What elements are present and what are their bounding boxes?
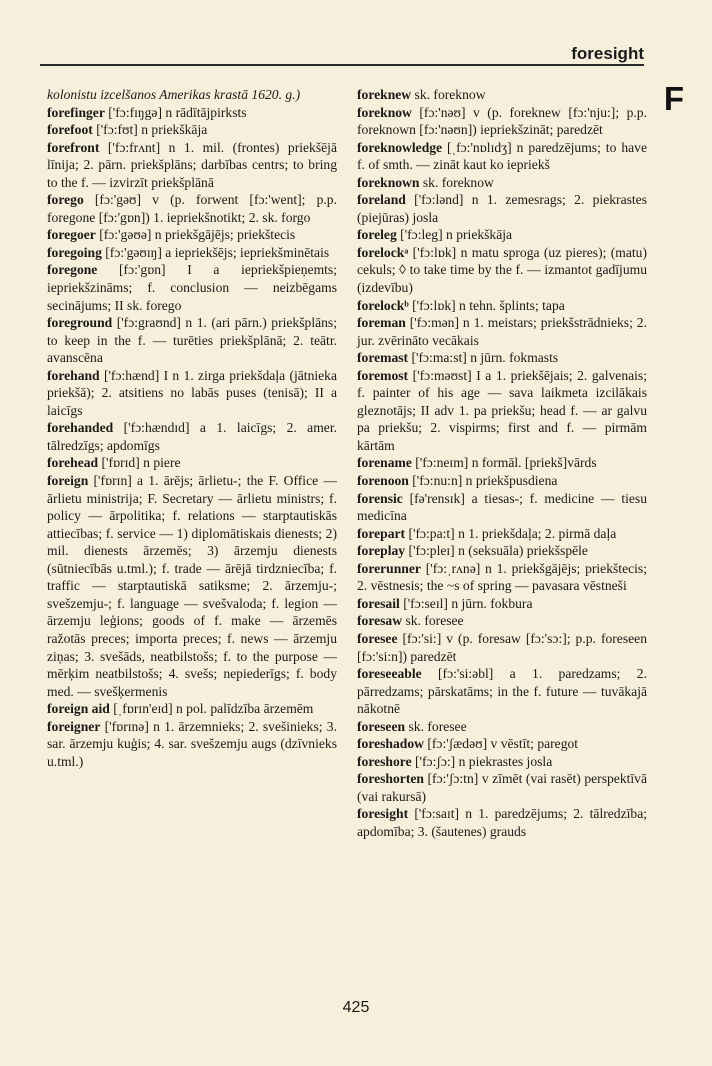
dictionary-entry	[47, 314, 337, 367]
dictionary-entry	[357, 86, 647, 104]
dictionary-entry	[357, 560, 647, 595]
entry-headword: foreknown	[357, 174, 420, 190]
entry-headword: foreplay	[357, 543, 406, 559]
entry-definition: ['fɔ:hænd] I n 1. zirga priekšdaļa (jātnieka priekšā); 2. atsitiens no labās puses (tenisā); II a laicīgs	[47, 367, 338, 418]
dictionary-entry	[357, 139, 647, 174]
dictionary-entry	[47, 454, 337, 472]
header-rule	[40, 64, 644, 66]
entry-definition: ['fɔ:ʃɔ:] n piekrastes josla	[415, 753, 553, 769]
entry-headword: forerunner	[357, 560, 421, 576]
entry-definition: ['fɔ:məʊst] I a 1. priekšējais; 2. galvenais; f. painter of his age — sava laikmeta izcilākais gleznotājs; II adv 1. pa priekšu; head f. — ar galvu pa priekšu; 2. vispirms; first and f. — pirmām kārtām	[357, 367, 647, 453]
entry-definition: [fɔ:'gəʊ] v (p. forwent [fɔ:'went]; p.p. foregone [fɔ:'gɒn]) 1. iepriekšnotikt; 2. sk. forgo	[47, 192, 337, 225]
dictionary-entry	[47, 121, 337, 139]
entry-headword: foreknew	[357, 87, 412, 102]
entry-headword: forefoot	[47, 122, 93, 138]
dictionary-entry	[357, 174, 647, 192]
entry-headword: forefront	[47, 139, 100, 155]
dictionary-entry	[357, 735, 647, 753]
entry-definition: ['fɔ:pleɪ] n (seksuāla) priekšspēle	[408, 543, 588, 559]
entry-definition: ['fɔ:lənd] n 1. zemesrags; 2. piekrastes (piejūras) josla	[357, 192, 647, 225]
entry-definition: ['fɒrɪd] n piere	[101, 455, 181, 471]
entry-definition: ['fɔ:leg] n priekškāja	[400, 227, 513, 243]
entry-headword: foreknow	[357, 104, 412, 120]
entry-definition: ['fɔ:lɒk] n tehn. šplints; tapa	[412, 297, 565, 313]
dictionary-entry	[47, 367, 337, 420]
dictionary-entry	[47, 419, 337, 454]
entry-headword: foresight	[357, 806, 409, 822]
entry-headword: forefinger	[47, 104, 105, 120]
dictionary-entry	[357, 297, 647, 315]
dictionary-entry	[47, 472, 337, 700]
entry-headword: forego	[47, 192, 84, 208]
dictionary-entry	[357, 490, 647, 525]
entry-headword: foregone	[47, 262, 98, 278]
entry-definition: ['fɔ:neɪm] n formāl. [priekš]vārds	[415, 455, 597, 471]
entry-definition: ['fɔ:saɪt] n 1. paredzējums; 2. tālredzība; apdomība; 3. (šautenes) grauds	[357, 806, 647, 839]
entry-definition: ['fɔ:lɒk] n matu sproga (uz pieres); (matu) cekuls; ◊ to take time by the f. — izmantot gadījumu (izdevību)	[357, 244, 647, 296]
entry-definition: [fɔ:'ʃɔ:tn] v zīmēt (vai rasēt) perspektīvā (vai rakursā)	[357, 771, 647, 804]
dictionary-entry	[357, 542, 647, 560]
dictionary-entry	[357, 104, 647, 139]
dictionary-entry	[357, 770, 647, 805]
entry-headword: foreign	[47, 473, 89, 489]
entry-headword: foregoing	[47, 244, 102, 260]
entry-headword: foreshadow	[357, 736, 424, 752]
entry-definition: sk. foreknow	[422, 174, 494, 190]
entry-headword: foremast	[357, 350, 409, 366]
entry-definition: ['fɔ:hændɪd] a 1. laicīgs; 2. amer. tālredzīgs; apdomīgs	[47, 420, 337, 453]
dictionary-entry	[357, 718, 647, 736]
dictionary-entry	[47, 261, 337, 314]
entry-definition: sk. foresee	[408, 718, 467, 734]
entry-definition: ['fɔ:seɪl] n jūrn. fokbura	[403, 595, 533, 611]
dictionary-entry	[357, 525, 647, 543]
entry-headword: foregoer	[47, 227, 96, 243]
entry-definition: ['fɔ:ma:st] n jūrn. fokmasts	[411, 350, 559, 366]
dictionary-entry	[47, 86, 337, 104]
entry-headword: forelockᵃ	[357, 244, 409, 260]
entry-definition: [fɔ:'gəʊɪŋ] a iepriekšējs; iepriekšminētais	[105, 244, 330, 260]
dictionary-entry	[357, 454, 647, 472]
dictionary-entry	[357, 226, 647, 244]
entry-definition: [fɔ:'si:əbl] a 1. paredzams; 2. pārredzams; pārskatāms; in the f. future — tuvākajā nākotnē	[357, 666, 647, 717]
dictionary-entry	[357, 612, 647, 630]
entry-definition: [fə'rensɪk] a tiesas-; f. medicine — tiesu medicīna	[357, 490, 647, 524]
entry-definition: [fɔ:'gɒn] I a iepriekšpieņemts; iepriekšzināms; f. conclusion — neizbēgams secinājums; II sk. forego	[47, 262, 337, 313]
entry-headword: forehead	[47, 455, 99, 471]
entry-headword: foremost	[357, 367, 409, 383]
dictionary-entry	[47, 226, 337, 244]
entry-definition: [ˌfɔ:'nɒlɪdʒ] n paredzējums; to have f. of smth. — zināt kaut ko iepriekš	[357, 139, 647, 173]
entry-headword: foreland	[357, 192, 406, 208]
entry-definition: ['fɔ:graʊnd] n 1. (ari pārn.) priekšplāns; to keep in the f. — turēties priekšplānā; 2. teātr. avanscēna	[47, 315, 337, 366]
entry-definition: ['fɔ:fɪŋgə] n rādītājpirksts	[108, 104, 247, 120]
entry-headword: forehanded	[47, 420, 114, 436]
entry-headword: foreseen	[357, 718, 406, 734]
entry-definition: ['fɔ:mən] n 1. meistars; priekšstrādnieks; 2. jur. zvērināto vecākais	[357, 315, 647, 348]
entry-headword: foreshorten	[357, 771, 424, 787]
dictionary-entry	[357, 314, 647, 349]
entry-definition: sk. foresee	[405, 613, 464, 629]
dictionary-entry	[47, 700, 337, 718]
entry-headword: forensic	[357, 490, 403, 506]
entry-headword: foreseeable	[357, 666, 422, 682]
entry-definition: ['fɔ:ˌrʌnə] n 1. priekšgājējs; priekštecis; 2. vēstnesis; the ~s of spring — pavasara vēstneši	[357, 560, 647, 594]
entry-definition: [fɔ:'nəʊ] v (p. foreknew [fɔ:'nju:]; p.p. foreknown [fɔ:'nəʊn]) iepriekšzināt; paredzēt	[357, 104, 647, 138]
entry-headword: foreign aid	[47, 701, 110, 717]
entry-headword: forehand	[47, 367, 100, 383]
entry-headword: foreshore	[357, 753, 412, 769]
entry-headword: forelockᵇ	[357, 297, 409, 313]
entry-definition: ['fɒrɪnə] n 1. ārzemnieks; 2. svešinieks; 3. sar. ārzemju kuģis; 4. sar. svešzemju augs (dzīvnieks u.tml.)	[47, 718, 337, 769]
entry-definition: [ˌfɒrɪn'eɪd] n pol. palīdzība ārzemēm	[113, 701, 314, 717]
entry-definition: [fɔ:'ʃædəʊ] v vēstīt; paregot	[427, 736, 579, 752]
dictionary-entry	[357, 595, 647, 613]
entry-headword: foresee	[357, 630, 398, 646]
entry-headword: foresail	[357, 595, 400, 611]
dictionary-entry	[357, 349, 647, 367]
dictionary-entry	[357, 630, 647, 665]
entry-definition: sk. foreknow	[414, 87, 486, 102]
entry-headword: foreman	[357, 315, 406, 331]
page-number: 425	[342, 999, 370, 1016]
dictionary-entry	[357, 244, 647, 297]
entry-definition: ['fɔ:pa:t] n 1. priekšdaļa; 2. pirmā daļa	[408, 525, 617, 541]
dictionary-entry	[47, 104, 337, 122]
dictionary-entry	[357, 753, 647, 771]
dictionary-entry	[357, 805, 647, 840]
entry-headword: foreknowledge	[357, 139, 443, 155]
entry-headword: forepart	[357, 525, 406, 541]
entry-definition: [fɔ:'gəʊə] n priekšgājējs; priekštecis	[99, 227, 296, 243]
dictionary-entry	[357, 472, 647, 490]
entry-headword: foreigner	[47, 718, 101, 734]
dictionary-entry	[47, 191, 337, 226]
entry-headword: foreleg	[357, 227, 397, 243]
dictionary-entry	[357, 191, 647, 226]
left-column	[47, 86, 337, 770]
entry-headword: forenoon	[357, 473, 409, 489]
dictionary-entry	[47, 718, 337, 771]
thumb-index-letter: F	[663, 80, 684, 117]
dictionary-entry	[357, 665, 647, 718]
running-head-guide-word: foresight	[571, 44, 644, 63]
entry-headword: foresaw	[357, 613, 403, 629]
entry-continuation: kolonistu izcelšanos Amerikas krastā 1620. g.)	[47, 87, 301, 102]
dictionary-entry	[47, 244, 337, 262]
entry-definition: [fɔ:'si:] v (p. foresaw [fɔ:'sɔ:]; p.p. foreseen [fɔ:'si:n]) paredzēt	[357, 630, 647, 664]
dictionary-entry	[47, 139, 337, 192]
entry-definition: ['fɔ:frʌnt] n 1. mil. (frontes) priekšējā līnija; 2. pārn. priekšplāns; darbības centrs; to bring to the f. — izvirzīt priekšplānā	[47, 139, 337, 190]
entry-headword: foreground	[47, 315, 113, 331]
entry-definition: ['fɔ:nu:n] n priekšpusdiena	[412, 473, 558, 489]
entry-definition: ['fɒrɪn] a 1. ārējs; ārlietu-; the F. Office — ārlietu ministrija; F. Secretary — ārlietu ministrs; f. policy — ārpolitika; f. relations — starptautiskās attiecības; f. service — 1) diplomātiskais dienests; 2) mil. dienests ārzemēs; 3) ārzemju dienests (sūtniecībās u.tml.); f. trade — ārējā tirdzniecība; f. traffic — starptautiskā satiksme; 2. ārzemju-; svešzemju-; f. language — svešvaloda; f. legion — ārzemju leģions; goods of f. make — ārzemēs ražotās preces; importa preces; f. news — ārzemju ziņas; 3. svešāds, neatbilstošs; f. to the purpose — mērķim neatbilstošs; 4. svešs; nepiederīgs; f. body med. — svešķermenis	[47, 473, 337, 699]
entry-headword: forename	[357, 455, 412, 471]
dictionary-entry	[357, 367, 647, 455]
entry-definition: ['fɔ:fʊt] n priekškāja	[96, 122, 208, 138]
right-column	[357, 86, 647, 841]
